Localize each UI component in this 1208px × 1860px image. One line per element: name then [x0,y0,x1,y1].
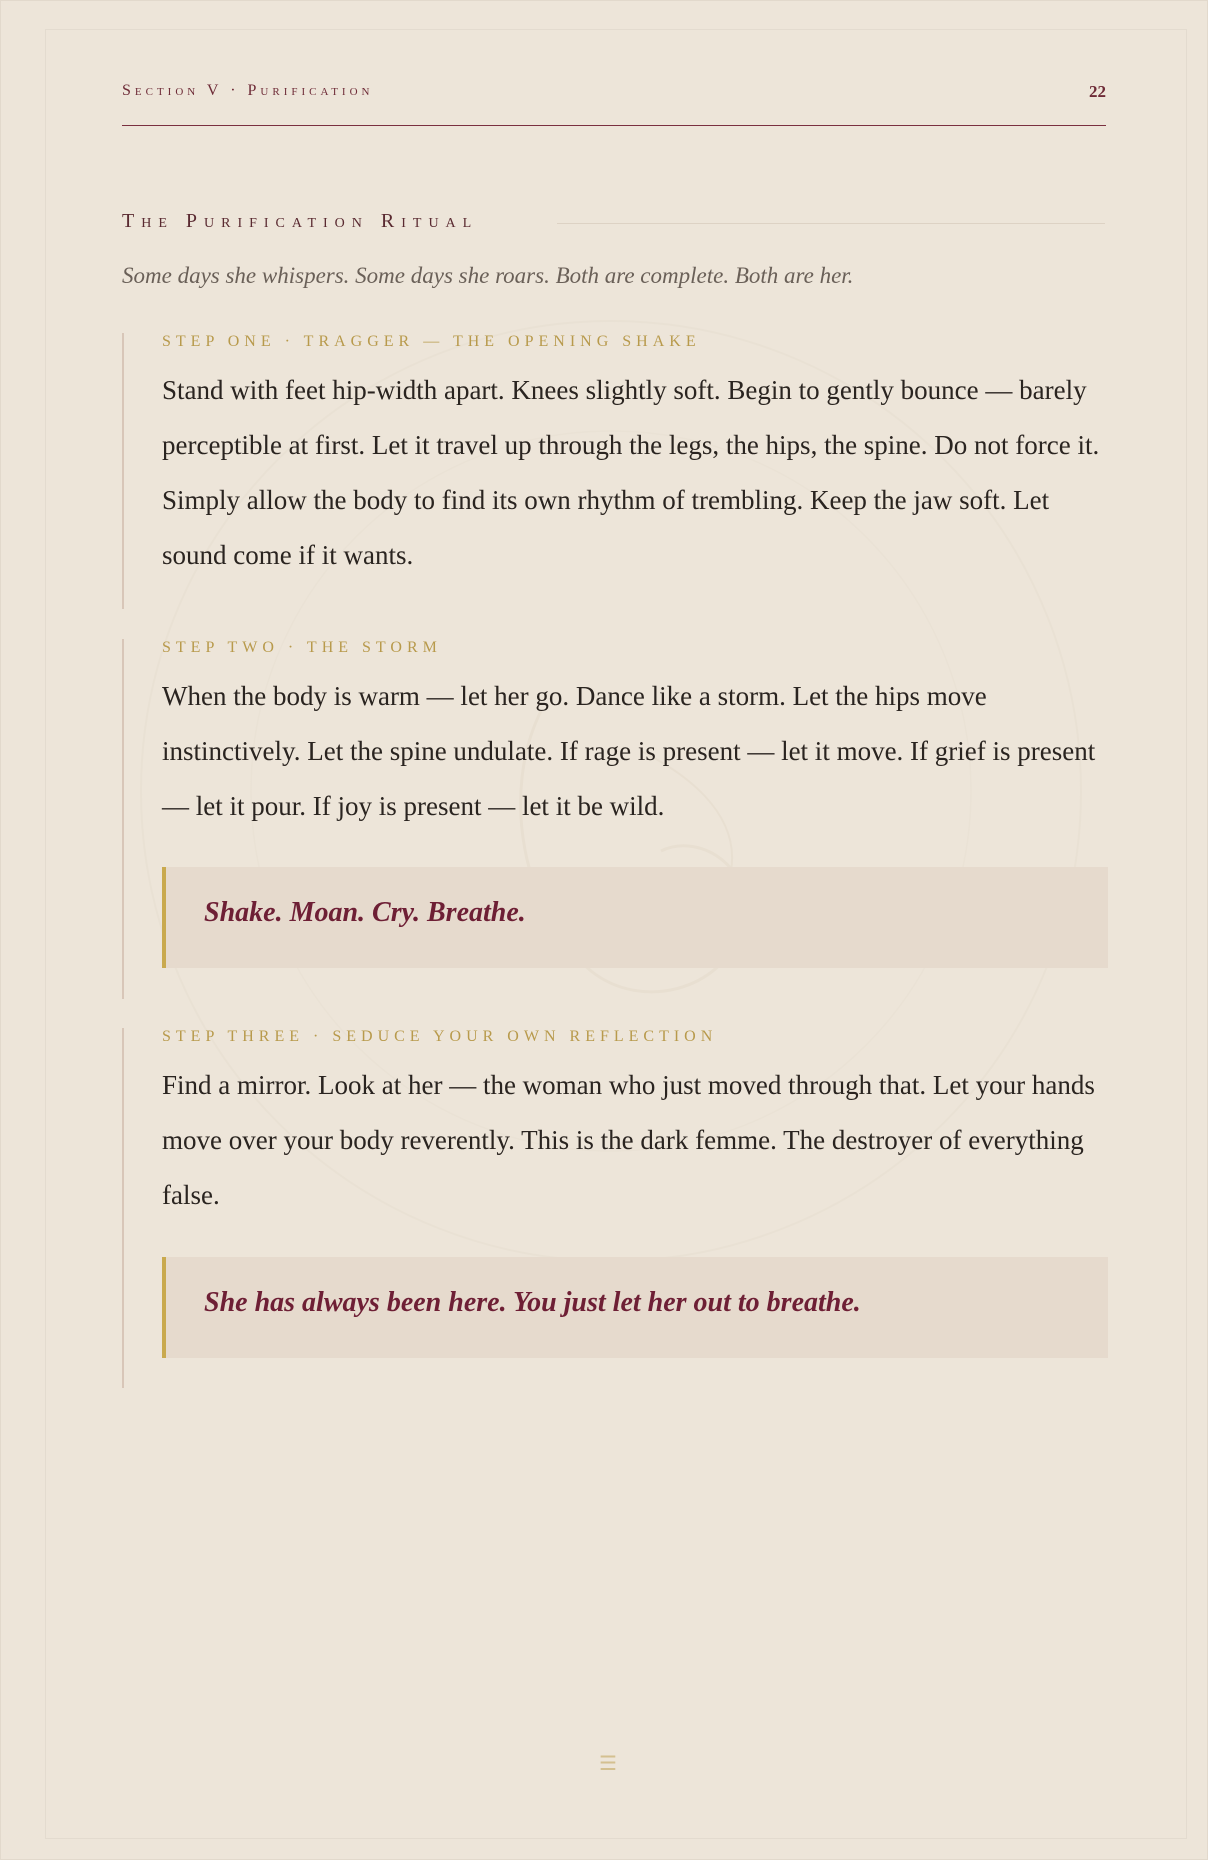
step-three [122,1028,1108,1388]
step-body: When the body is warm — let her go. Dance like a storm. Let the hips move instinctively. Let the spine undulate. If rage is present — let it move. If grief is present — let it pour. If joy is present — let it be wild. [162,681,1096,821]
ritual-title: The Purification Ritual [122,210,479,232]
pull-quote [162,1257,1108,1358]
step-label: STEP ONE · TRAGGER — THE OPENING SHAKE [162,333,701,350]
ritual-subtitle: Some days she whispers. Some days she roars. Both are complete. Both are her. [122,263,854,288]
step-label: STEP TWO · THE STORM [162,639,442,656]
section-title: Section V · Purification [122,82,374,99]
step-body: Find a mirror. Look at her — the woman who just moved through that. Let your hands move over your body reverently. This is the dark femme. The destroyer of everything false. [162,1070,1095,1210]
step-one [122,333,1108,609]
step-body: Stand with feet hip-width apart. Knees slightly soft. Begin to gently bounce — barely perceptible at first. Let it travel up through the legs, the hips, the spine. Do not force it. Simply allow the body to find its own rhythm of trembling. Keep the jaw soft. Let sound come if it wants. [162,375,1100,570]
step-label: STEP THREE · SEDUCE YOUR OWN REFLECTION [162,1028,718,1045]
ornament-icon: ☰ [599,1753,617,1775]
pull-quote-text: She has always been here. You just let her out to breathe. [204,1287,861,1318]
step-two [122,639,1108,999]
pull-quote-text: Shake. Moan. Cry. Breathe. [204,897,526,928]
page-number: 22 [1089,82,1106,101]
running-header [122,79,1106,126]
title-divider [557,223,1105,224]
pull-quote [162,867,1108,968]
